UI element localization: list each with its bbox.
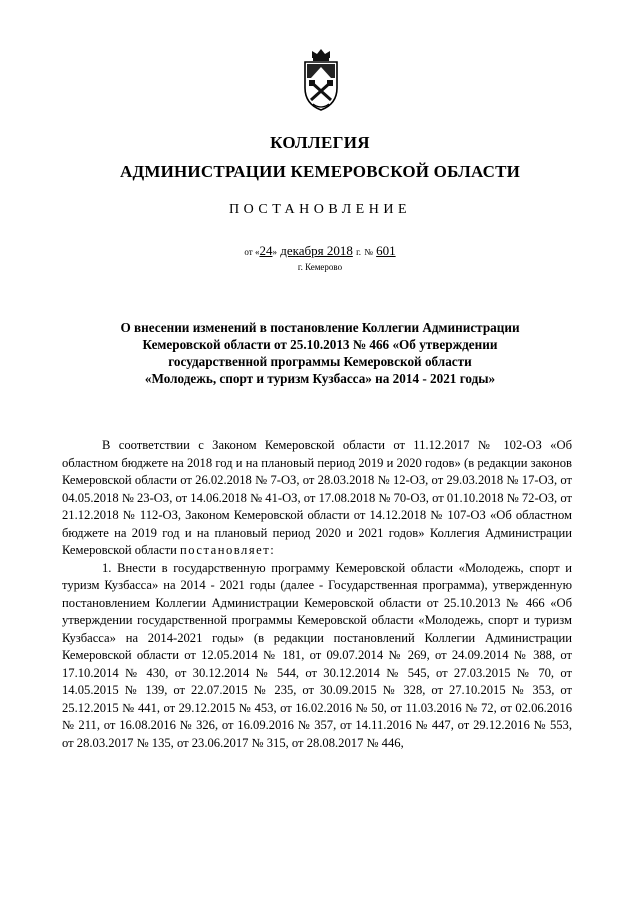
title-line: Кемеровской области от 25.10.2013 № 466 «Об утверждении [142, 337, 498, 352]
paragraph-preamble [62, 437, 572, 560]
date-year-suffix: г. [356, 247, 362, 257]
date-prefix: от « [244, 247, 260, 257]
resolution-verb: постановляет: [180, 543, 276, 557]
title-line: О внесении изменений в постановление Коллегии Администрации [120, 320, 520, 335]
date-separator: » [272, 247, 277, 257]
document-body [62, 437, 572, 752]
title-line: государственной программы Кемеровской области [168, 354, 472, 369]
document-title [60, 319, 580, 387]
date-day: 24 [259, 243, 273, 258]
org-name-line-2: АДМИНИСТРАЦИИ КЕМЕРОВСКОЙ ОБЛАСТИ [119, 162, 521, 181]
coat-of-arms-icon [299, 48, 343, 112]
org-name-line-1: КОЛЛЕГИЯ [270, 133, 370, 152]
date-month-year: декабря 2018 [280, 243, 353, 258]
city: г. Кемерово [297, 262, 343, 272]
number-sign: № [364, 247, 373, 257]
paragraph-item-1: 1. Внести в государственную программу Кемеровской области «Молодежь, спорт и туризм Кузбасса» на 2014 - 2021 годы (далее - Государственная программа), утвержденную постановлением Коллегии Администрации Кемеровской области от 25.10.2013 № 466 «Об утверждении государственной программы Кемеровской области «Молодежь, спорт и туризм Кузбасса» на 2014-2021 годы» (в редакции постановлений Коллегии Администрации Кемеровской области от 12.05.2014 № 181, от 09.07.2014 № 269, от 24.09.2014 № 388, от 17.10.2014 № 430, от 30.12.2014 № 544, от 30.12.2014 № 545, от 27.03.2015 № 70, от 14.05.2015 № 139, от 22.07.2015 № 235, от 30.09.2015 № 328, от 27.10.2015 № 353, от 25.12.2015 № 441, от 29.12.2015 № 453, от 16.02.2016 № 50, от 11.03.2016 № 72, от 02.06.2016 № 211, от 16.08.2016 № 326, от 16.09.2016 № 357, от 14.11.2016 № 447, от 29.12.2016 № 553, от 28.03.2017 № 135, от 23.06.2017 № 315, от 28.08.2017 № 446, [62, 560, 572, 750]
preamble-text: В соответствии с Законом Кемеровской области от 11.12.2017 № 102-ОЗ «Об областном бюджете на 2018 год и на плановый период 2019 и 2020 годов» (в редакции законов Кемеровской области от 26.02.2018 № 7-ОЗ, от 28.03.2018 № 12-ОЗ, от 29.03.2018 № 17-ОЗ, от 04.05.2018 № 23-ОЗ, от 14.06.2018 № 41-ОЗ, от 17.08.2018 № 70-ОЗ, от 01.10.2018 № 72-ОЗ, от 21.12.2018 № 112-ОЗ, Законом Кемеровской области от 14.12.2018 № 107-ОЗ «Об областном бюджете на 2019 год и на плановый период 2020 и 2021 годов» Коллегия Администрации Кемеровской области [62, 438, 572, 557]
document-number: 601 [376, 243, 396, 258]
date-line [0, 243, 640, 259]
title-line: «Молодежь, спорт и туризм Кузбасса» на 2014 - 2021 годы» [144, 371, 496, 386]
document-type: ПОСТАНОВЛЕНИЕ [228, 202, 412, 217]
